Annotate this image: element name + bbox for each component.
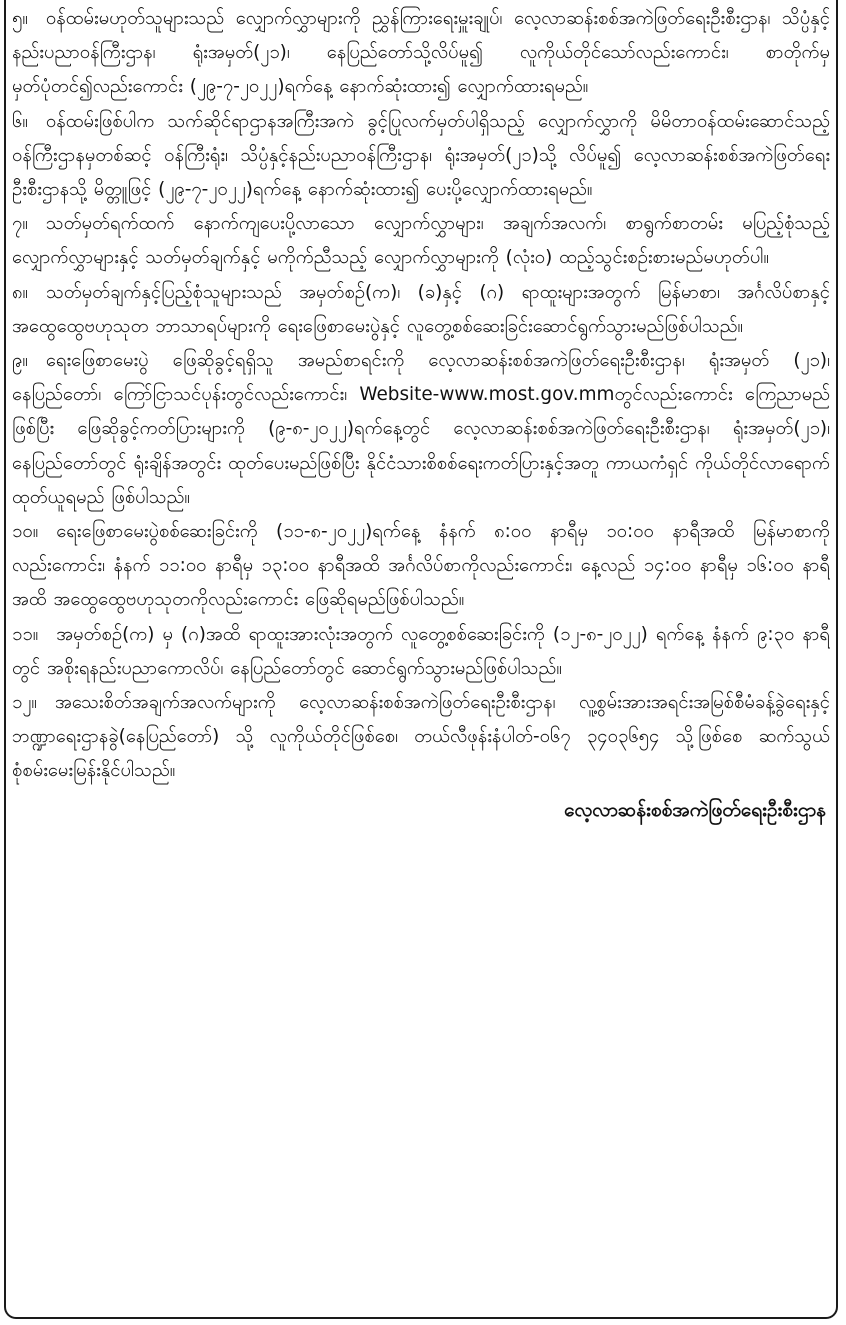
paragraph-11 <box>12 618 830 686</box>
paragraph-number: ၇။ <box>12 213 28 235</box>
paragraph-6 <box>12 105 830 208</box>
paragraph-12 <box>12 686 830 789</box>
paragraph-number: ၈။ <box>12 281 29 303</box>
paragraph-7 <box>12 207 830 275</box>
paragraph-number: ၁၀။ <box>12 521 39 543</box>
paragraph-text: အသေးစိတ်အချက်အလက်များကို လေ့လာဆန်းစစ်အကဲဖြတ်ရေးဦးစီးဌာန၊ လူ့စွမ်းအားအရင်းအမြစ်စီမံခန့်ခွဲရေးနှင့် ဘဏ္ဍာရေးဌာနခွဲ(နေပြည်တော်) သို့ လူကိုယ်တိုင်ဖြစ်စေ၊ တယ်လီဖုန်းနံပါတ်-၀၆၇ ၃၄၀၃၆၅၄ သို့ဖြစ်စေ ဆက်သွယ်စုံစမ်းမေးမြန်းနိုင်ပါသည်။ <box>12 692 830 782</box>
department-signature: လေ့လာဆန်းစစ်အကဲဖြတ်ရေးဦးစီးဌာန <box>564 798 826 821</box>
paragraph-number: ၁၁။ <box>12 623 39 645</box>
paragraph-text: ဝန်ထမ်းမဟုတ်သူများသည် လျှောက်လွှာများကို ညွှန်ကြားရေးမှူးချုပ်၊ လေ့လာဆန်းစစ်အကဲဖြတ်ရေးဦးစီးဌာန၊ သိပ္ပံနှင့်နည်းပညာဝန်ကြီးဌာန၊ ရုံးအမှတ်(၂၁)၊ နေပြည်တော်သို့လိပ်မူ၍ လူကိုယ်တိုင်သော်လည်းကောင်း၊ စာတိုက်မှ မှတ်ပုံတင်၍လည်းကောင်း (၂၉-၇-၂၀၂၂)ရက်နေ့ နောက်ဆုံးထား၍ လျှောက်ထားရမည်။ <box>12 8 830 98</box>
paragraph-text: အမှတ်စဉ်(က) မှ (ဂ)အထိ ရာထူးအားလုံးအတွက် လူတွေ့စစ်ဆေးခြင်းကို (၁၂-၈-၂၀၂၂) ရက်နေ့ နံနက် ၉:၃၀ နာရီတွင် အစိုးရနည်းပညာကောလိပ်၊ နေပြည်တော်တွင် ဆောင်ရွက်သွားမည်ဖြစ်ပါသည်။ <box>12 623 830 679</box>
paragraph-text: သတ်မှတ်ရက်ထက် နောက်ကျပေးပို့လာသော လျှောက်လွှာများ၊ အချက်အလက်၊ စာရွက်စာတမ်း မပြည့်စုံသည့် လျှောက်လွှာများနှင့် သတ်မှတ်ချက်နှင့် မကိုက်ညီသည့် လျှောက်လွှာများကို (လုံးဝ) ထည့်သွင်းစဉ်းစားမည်မဟုတ်ပါ။ <box>12 213 830 269</box>
paragraph-text: ရေးဖြေစာမေးပွဲစစ်ဆေးခြင်းကို (၁၁-၈-၂၀၂၂)ရက်နေ့ နံနက် ၈:၀၀ နာရီမှ ၁၀:၀၀ နာရီအထိ မြန်မာစာကို လည်းကောင်း၊ နံနက် ၁၁:၀၀ နာရီမှ ၁၃:၀၀ နာရီအထိ အင်္ဂလိပ်စာကိုလည်းကောင်း၊ နေ့လည် ၁၄:၀၀ နာရီမှ ၁၆:၀၀ နာရီအထိ အထွေထွေဗဟုသုတကိုလည်းကောင်း ဖြေဆိုရမည်ဖြစ်ပါသည်။ <box>12 521 830 611</box>
paragraph-8 <box>12 276 830 344</box>
paragraph-10 <box>12 515 830 618</box>
paragraph-number: ၁၂။ <box>12 692 37 714</box>
paragraph-9 <box>12 344 830 515</box>
document-body <box>12 2 830 1318</box>
paragraph-number: ၅။ <box>12 8 28 29</box>
paragraph-5 <box>12 2 830 105</box>
paragraph-text: ရေးဖြေစာမေးပွဲ ဖြေဆိုခွင့်ရရှိသူ အမည်စာရင်းကို လေ့လာဆန်းစစ်အကဲဖြတ်ရေးဦးစီးဌာန၊ ရုံးအမှတ် (၂၁)၊ နေပြည်တော်၊ ကြော်ငြာသင်ပုန်းတွင်လည်းကောင်း၊ Website-www.most.gov.mmတွင်လည်းကောင်း ကြေညာမည်ဖြစ်ပြီး ဖြေဆိုခွင့်ကတ်ပြားများကို (၉-၈-၂၀၂၂)ရက်နေ့တွင် လေ့လာဆန်းစစ်အကဲဖြတ်ရေးဦးစီးဌာန၊ ရုံးအမှတ်(၂၁)၊ နေပြည်တော်တွင် ရုံးချိန်အတွင်း ထုတ်ပေးမည်ဖြစ်ပြီး နိုင်ငံသားစိစစ်ရေးကတ်ပြားနှင့်အတူ ကာယကံရှင် ကိုယ်တိုင်လာရောက်ထုတ်ယူရမည် ဖြစ်ပါသည်။ <box>12 350 830 508</box>
paragraph-text: ဝန်ထမ်းဖြစ်ပါက သက်ဆိုင်ရာဌာနအကြီးအကဲ ခွင့်ပြုလက်မှတ်ပါရှိသည့် လျှောက်လွှာကို မိမိတာဝန်ထမ်းဆောင်သည့် ဝန်ကြီးဌာနမှတစ်ဆင့် ဝန်ကြီးရုံး၊ သိပ္ပံနှင့်နည်းပညာဝန်ကြီးဌာန၊ ရုံးအမှတ်(၂၁)သို့ လိပ်မူ၍ လေ့လာဆန်းစစ်အကဲဖြတ်ရေးဦးစီးဌာနသို့ မိတ္တူဖြင့် (၂၉-၇-၂၀၂၂)ရက်နေ့ နောက်ဆုံးထား၍ ပေးပို့လျှောက်ထားရမည်။ <box>12 110 830 201</box>
paragraph-number: ၉။ <box>12 350 28 372</box>
paragraph-text: သတ်မှတ်ချက်နှင့်ပြည့်စုံသူများသည် အမှတ်စဉ်(က)၊ (ခ)နှင့် (ဂ) ရာထူးများအတွက် မြန်မာစာ၊ အင်္ဂလိပ်စာနှင့် အထွေထွေဗဟုသုတ ဘာသာရပ်များကို ရေးဖြေစာမေးပွဲနှင့် လူတွေ့စစ်ဆေးခြင်းဆောင်ရွက်သွားမည်ဖြစ်ပါသည်။ <box>12 281 830 337</box>
paragraph-number: ၆။ <box>12 110 28 132</box>
